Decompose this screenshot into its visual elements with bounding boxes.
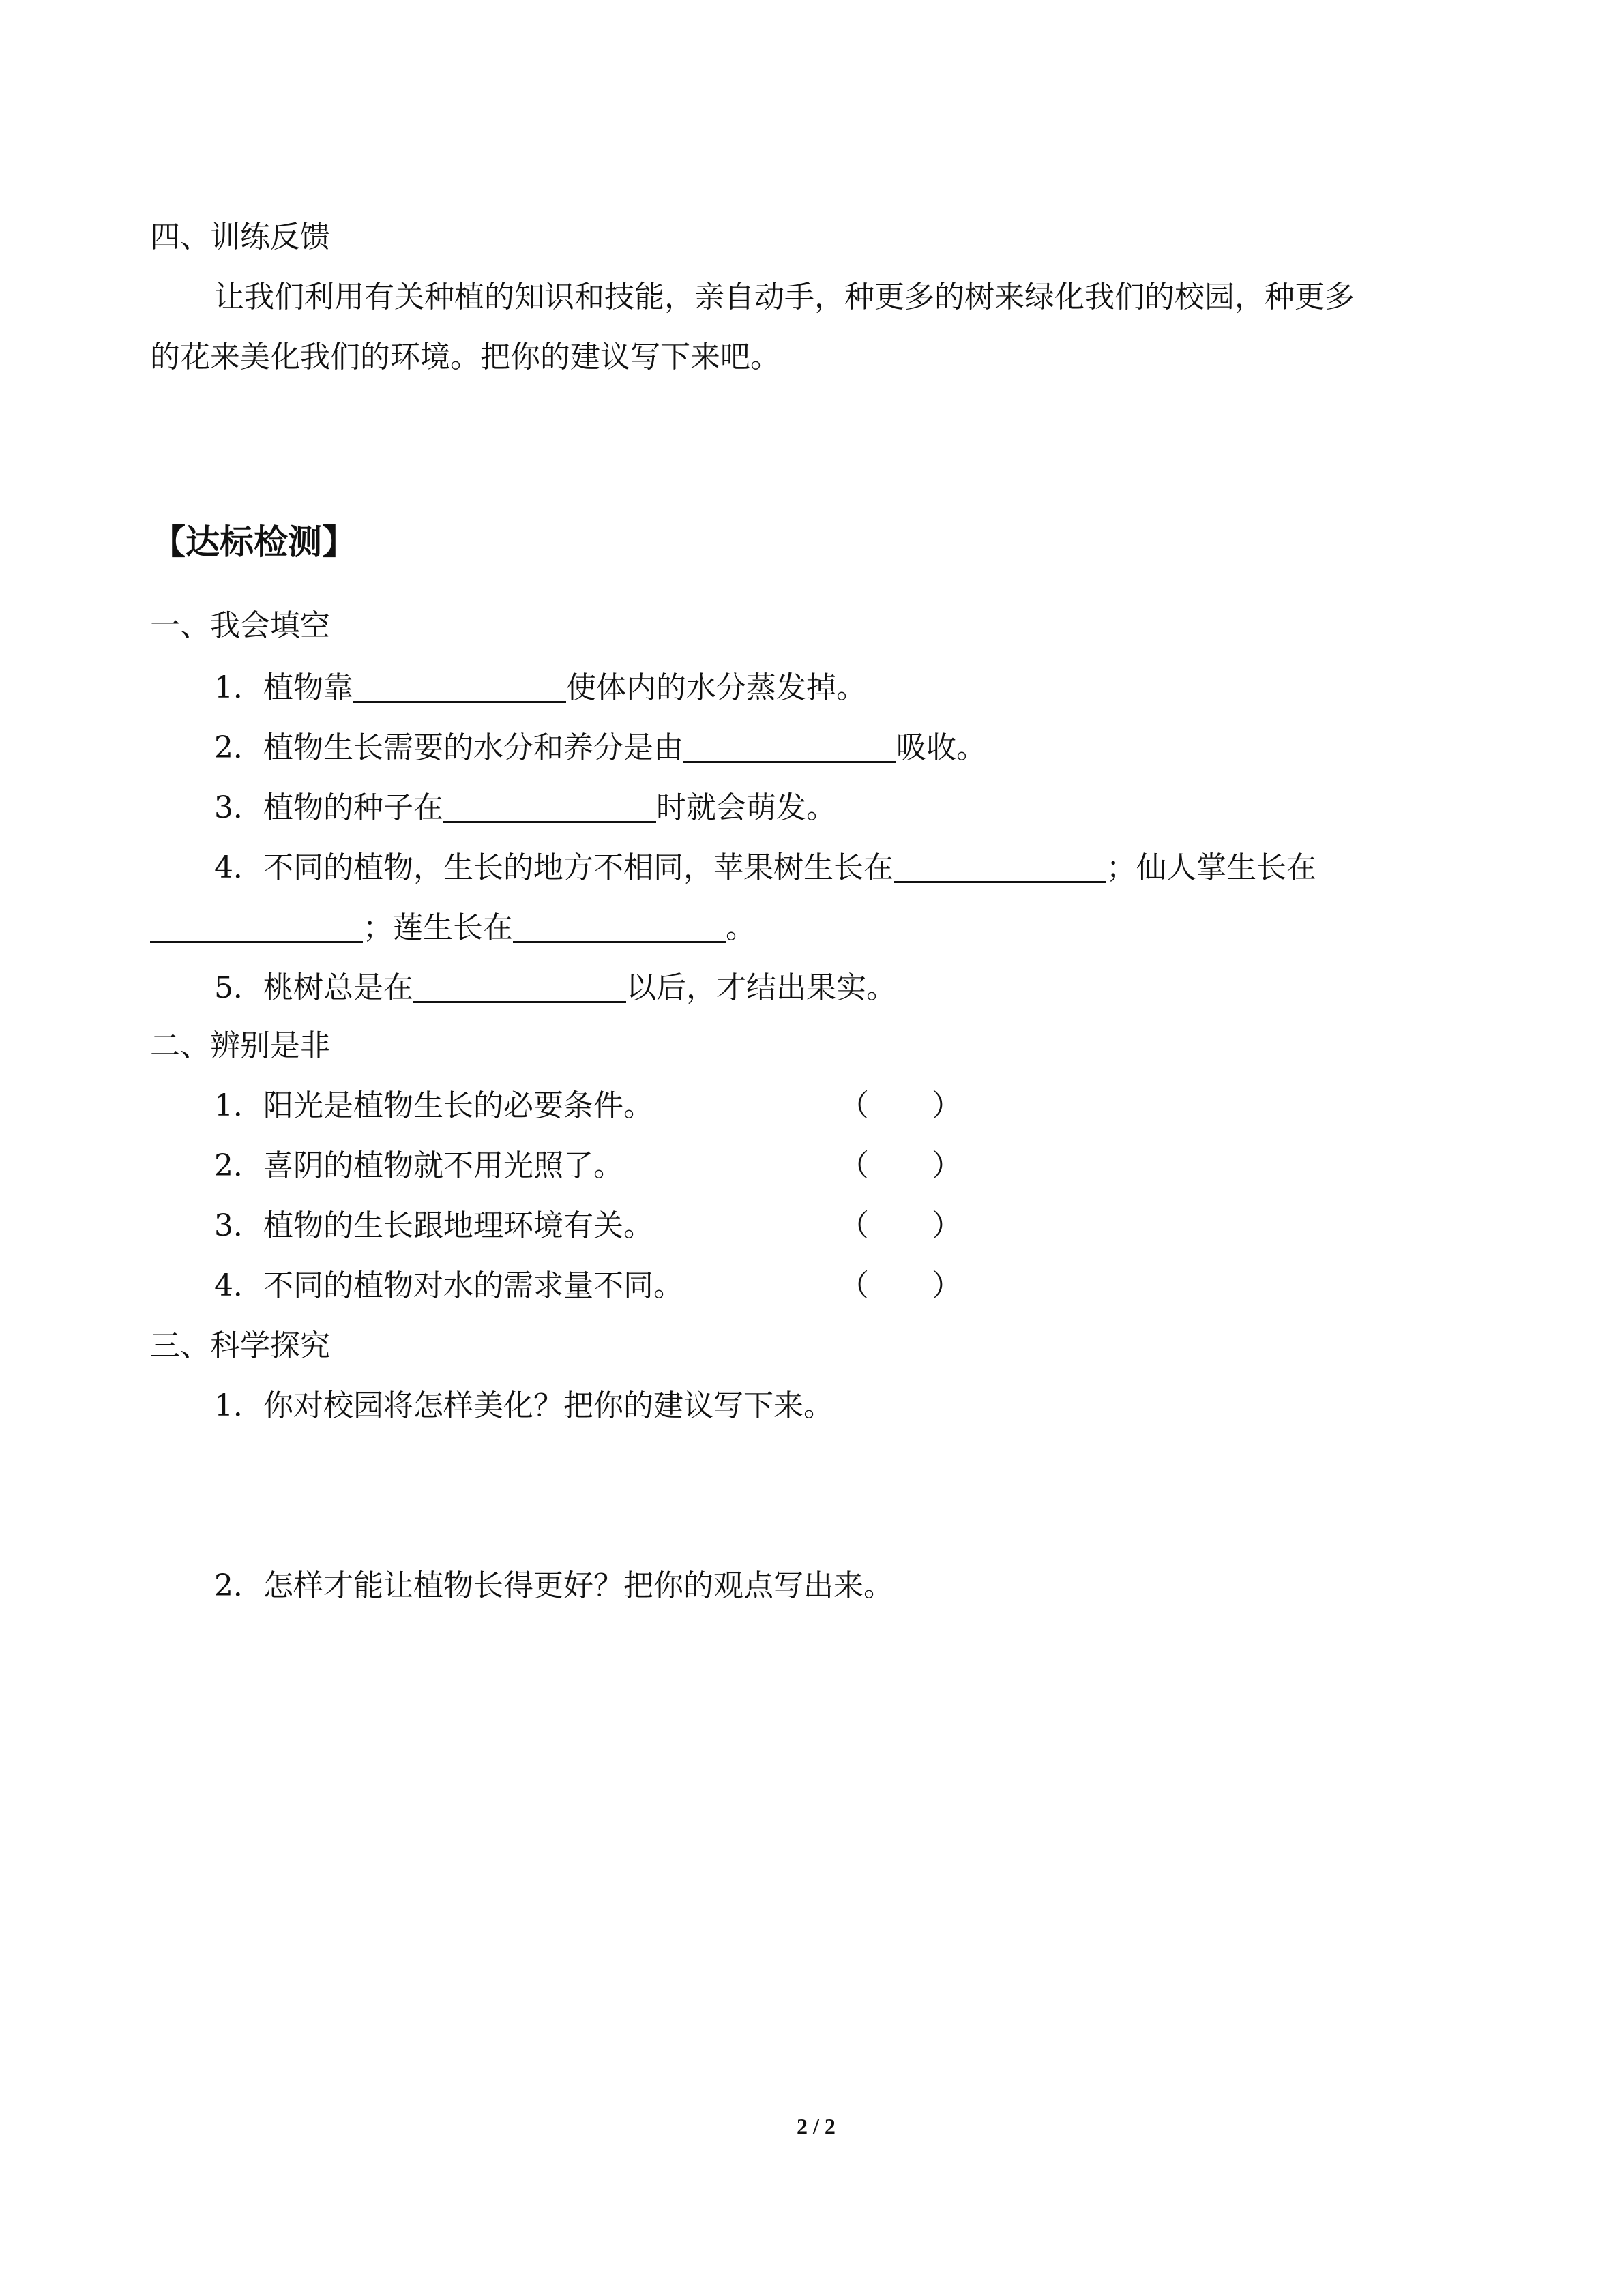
test-title: 【达标检测】 bbox=[151, 522, 356, 562]
fill-question-1 bbox=[214, 671, 866, 703]
part1-heading: 一、我会填空 bbox=[150, 608, 330, 643]
question-text: ；莲生长在 bbox=[363, 910, 513, 945]
inquiry-question-1 bbox=[214, 1388, 833, 1423]
question-text: 使体内的水分蒸发掉。 bbox=[566, 670, 866, 705]
fill-question-4-line1 bbox=[214, 851, 1316, 883]
question-text: 不同的植物，生长的地方不相同，苹果树生长在 bbox=[263, 850, 894, 885]
question-text: 时就会萌发。 bbox=[656, 790, 836, 825]
question-number: 3． bbox=[214, 1208, 263, 1243]
section-heading-feedback: 四、训练反馈 bbox=[150, 220, 330, 254]
feedback-paragraph-line1: 让我们利用有关种植的知识和技能，亲自动手，种更多的树来绿化我们的校园，种更多 bbox=[214, 280, 1355, 314]
answer-parentheses[interactable]: （ ） bbox=[839, 1268, 962, 1303]
feedback-paragraph-line2: 的花来美化我们的环境。把你的建议写下来吧。 bbox=[150, 340, 780, 374]
question-text: 喜阴的植物就不用光照了。 bbox=[263, 1148, 623, 1183]
question-text: 以后，才结出果实。 bbox=[626, 970, 896, 1005]
answer-parentheses[interactable]: （ ） bbox=[839, 1088, 962, 1123]
question-text: 阳光是植物生长的必要条件。 bbox=[263, 1088, 653, 1123]
judge-question-1 bbox=[214, 1088, 653, 1123]
answer-blank[interactable] bbox=[150, 911, 363, 943]
answer-blank[interactable] bbox=[513, 911, 726, 943]
question-text: 植物的生长跟地理环境有关。 bbox=[263, 1208, 653, 1243]
fill-question-3 bbox=[214, 791, 836, 823]
question-number: 2． bbox=[214, 1148, 263, 1183]
question-number: 4． bbox=[214, 1268, 263, 1303]
part2-heading: 二、辨别是非 bbox=[150, 1028, 330, 1063]
question-text: 你对校园将怎样美化？把你的建议写下来。 bbox=[263, 1388, 833, 1423]
page-number: 2 / 2 bbox=[797, 2114, 836, 2138]
question-text: 吸收。 bbox=[896, 730, 986, 765]
question-text: 怎样才能让植物长得更好？把你的观点写出来。 bbox=[263, 1568, 894, 1603]
inquiry-question-2 bbox=[214, 1568, 894, 1603]
question-text: 植物的种子在 bbox=[263, 790, 443, 825]
question-number: 5． bbox=[214, 970, 263, 1005]
answer-blank[interactable] bbox=[443, 791, 656, 823]
answer-blank[interactable] bbox=[413, 971, 626, 1003]
question-number: 2． bbox=[214, 1568, 263, 1603]
question-text: 不同的植物对水的需求量不同。 bbox=[263, 1268, 683, 1303]
answer-parentheses[interactable]: （ ） bbox=[839, 1208, 962, 1243]
question-number: 1． bbox=[214, 670, 263, 705]
question-text: 植物靠 bbox=[263, 670, 353, 705]
question-number: 3． bbox=[214, 790, 263, 825]
question-text: 植物生长需要的水分和养分是由 bbox=[263, 730, 683, 765]
question-number: 1． bbox=[214, 1388, 263, 1423]
answer-blank[interactable] bbox=[353, 671, 566, 703]
question-text: 。 bbox=[726, 910, 756, 945]
answer-blank[interactable] bbox=[894, 851, 1106, 883]
question-number: 4． bbox=[214, 850, 263, 885]
fill-question-5 bbox=[214, 971, 896, 1003]
question-number: 1． bbox=[214, 1088, 263, 1123]
fill-question-4-line2 bbox=[150, 911, 756, 943]
question-number: 2． bbox=[214, 730, 263, 765]
judge-question-3 bbox=[214, 1208, 653, 1243]
answer-parentheses[interactable]: （ ） bbox=[839, 1148, 962, 1183]
answer-blank[interactable] bbox=[683, 731, 896, 763]
question-text: ；仙人掌生长在 bbox=[1106, 850, 1316, 885]
fill-question-2 bbox=[214, 731, 986, 763]
question-text: 桃树总是在 bbox=[263, 970, 413, 1005]
part3-heading: 三、科学探究 bbox=[150, 1328, 330, 1363]
judge-question-4 bbox=[214, 1268, 683, 1303]
judge-question-2 bbox=[214, 1148, 623, 1183]
